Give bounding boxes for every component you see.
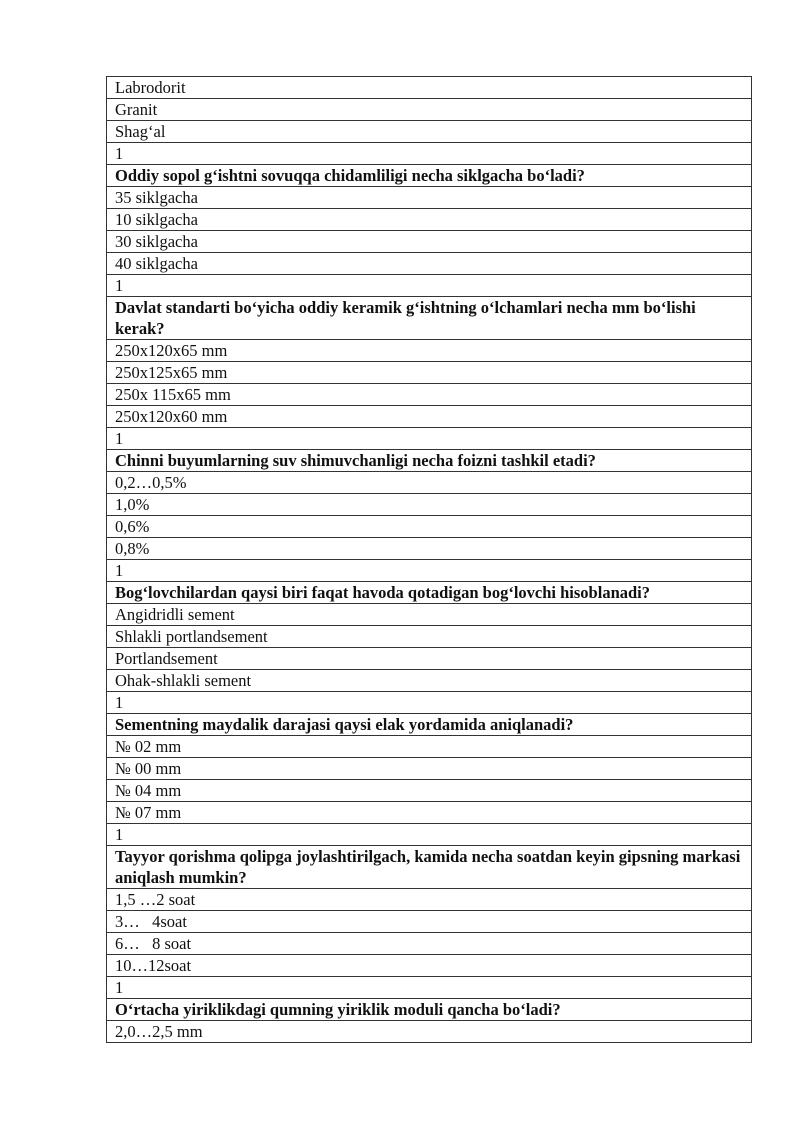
- answer-option-row: 2,0…2,5 mm: [107, 1021, 751, 1043]
- answer-option-row: 0,8%: [107, 538, 751, 560]
- answer-option-row: № 07 mm: [107, 802, 751, 824]
- score-row: 1: [107, 560, 751, 582]
- score-row: 1: [107, 824, 751, 846]
- answer-option-row: Portlandsement: [107, 648, 751, 670]
- answer-option-row: 250x120x65 mm: [107, 340, 751, 362]
- question-row: Bog‘lovchilardan qaysi biri faqat havoda qotadigan bog‘lovchi hisoblanadi?: [107, 582, 751, 604]
- score-row: 1: [107, 275, 751, 297]
- answer-option-row: Angidridli sement: [107, 604, 751, 626]
- answer-option-row: Ohak-shlakli sement: [107, 670, 751, 692]
- answer-option-row: Shag‘al: [107, 121, 751, 143]
- answer-option-row: 1,5 …2 soat: [107, 889, 751, 911]
- answer-option-row: 250x125x65 mm: [107, 362, 751, 384]
- answer-option-row: Granit: [107, 99, 751, 121]
- question-row: O‘rtacha yiriklikdagi qumning yiriklik moduli qancha bo‘ladi?: [107, 999, 751, 1021]
- score-row: 1: [107, 428, 751, 450]
- answer-option-row: 35 siklgacha: [107, 187, 751, 209]
- answer-option-row: Shlakli portlandsement: [107, 626, 751, 648]
- answer-option-row: 40 siklgacha: [107, 253, 751, 275]
- answer-option-row: 30 siklgacha: [107, 231, 751, 253]
- answer-option-row: № 00 mm: [107, 758, 751, 780]
- score-row: 1: [107, 692, 751, 714]
- question-row: Chinni buyumlarning suv shimuvchanligi necha foizni tashkil etadi?: [107, 450, 751, 472]
- answer-option-row: 6… 8 soat: [107, 933, 751, 955]
- answer-option-row: 250x 115x65 mm: [107, 384, 751, 406]
- question-row: Davlat standarti bo‘yicha oddiy keramik g‘ishtning o‘lchamlari necha mm bo‘lishi kerak?: [107, 297, 751, 340]
- question-row: Tayyor qorishma qolipga joylashtirilgach, kamida necha soatdan keyin gipsning markasi aniqlash mumkin?: [107, 846, 751, 889]
- answer-option-row: 10…12soat: [107, 955, 751, 977]
- score-row: 1: [107, 977, 751, 999]
- answer-option-row: Labrodorit: [107, 77, 751, 99]
- score-row: 1: [107, 143, 751, 165]
- answer-option-row: 10 siklgacha: [107, 209, 751, 231]
- answer-option-row: 3… 4soat: [107, 911, 751, 933]
- answer-option-row: № 04 mm: [107, 780, 751, 802]
- answer-option-row: 250x120x60 mm: [107, 406, 751, 428]
- question-row: Oddiy sopol g‘ishtni sovuqqa chidamliligi necha siklgacha bo‘ladi?: [107, 165, 751, 187]
- question-table: [106, 76, 752, 1043]
- answer-option-row: 1,0%: [107, 494, 751, 516]
- question-row: Sementning maydalik darajasi qaysi elak yordamida aniqlanadi?: [107, 714, 751, 736]
- answer-option-row: № 02 mm: [107, 736, 751, 758]
- answer-option-row: 0,6%: [107, 516, 751, 538]
- answer-option-row: 0,2…0,5%: [107, 472, 751, 494]
